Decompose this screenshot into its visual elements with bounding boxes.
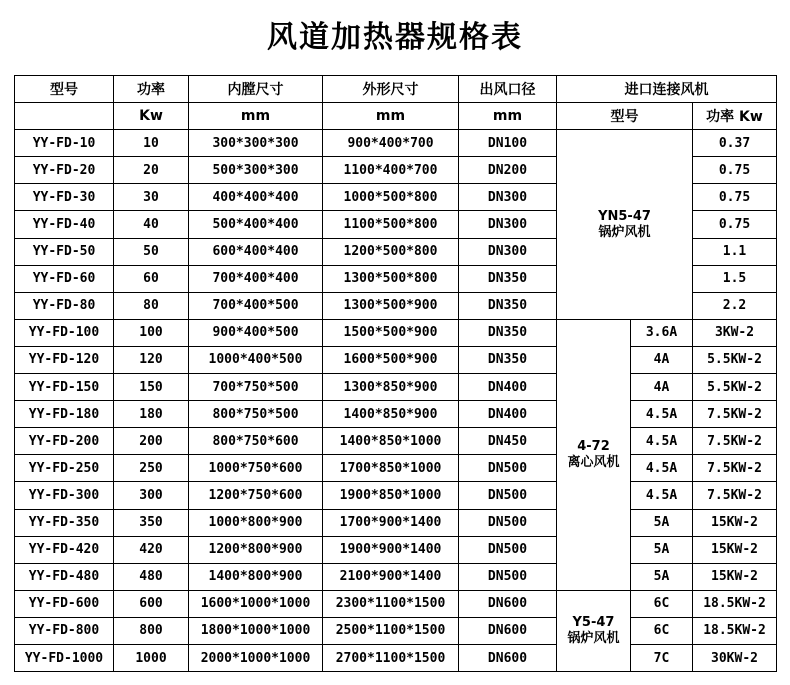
cell-fan-model: 4.5A — [631, 482, 693, 509]
cell-power: 40 — [114, 211, 189, 238]
header-power: 功率 — [114, 76, 189, 103]
unit-row — [15, 103, 777, 130]
cell-model: YY-FD-1000 — [15, 644, 114, 671]
cell-chamber-size: 300*300*300 — [189, 130, 323, 157]
cell-chamber-size: 500*300*300 — [189, 157, 323, 184]
cell-chamber-size: 1400*800*900 — [189, 563, 323, 590]
table-row — [15, 644, 777, 671]
fan-group-line1: Y5-47 — [572, 614, 615, 630]
fan-group-line1: YN5-47 — [598, 208, 651, 224]
cell-model: YY-FD-250 — [15, 455, 114, 482]
cell-fan-model: 4.5A — [631, 428, 693, 455]
cell-outlet: DN600 — [459, 644, 557, 671]
table-row — [15, 346, 777, 373]
cell-outer-size: 1100*500*800 — [323, 211, 459, 238]
cell-chamber-size: 1800*1000*1000 — [189, 617, 323, 644]
cell-outer-size: 1700*900*1400 — [323, 509, 459, 536]
cell-outlet: DN350 — [459, 346, 557, 373]
cell-chamber-size: 600*400*400 — [189, 238, 323, 265]
page-title: 风道加热器规格表 — [267, 20, 523, 55]
cell-outlet: DN500 — [459, 563, 557, 590]
cell-fan-model: 4A — [631, 346, 693, 373]
cell-model: YY-FD-800 — [15, 617, 114, 644]
cell-outer-size: 1300*500*800 — [323, 265, 459, 292]
cell-outer-size: 1500*500*900 — [323, 319, 459, 346]
cell-fan-power: 15KW-2 — [693, 536, 777, 563]
cell-fan-power: 18.5KW-2 — [693, 590, 777, 617]
cell-power: 60 — [114, 265, 189, 292]
cell-power: 80 — [114, 292, 189, 319]
cell-outer-size: 1900*900*1400 — [323, 536, 459, 563]
cell-power: 600 — [114, 590, 189, 617]
cell-model: YY-FD-300 — [15, 482, 114, 509]
cell-power: 800 — [114, 617, 189, 644]
cell-model: YY-FD-30 — [15, 184, 114, 211]
cell-outlet: DN500 — [459, 482, 557, 509]
unit-power: Kw — [114, 103, 189, 130]
cell-outer-size: 1600*500*900 — [323, 346, 459, 373]
cell-outer-size: 1400*850*1000 — [323, 428, 459, 455]
cell-chamber-size: 900*400*500 — [189, 319, 323, 346]
cell-outlet: DN300 — [459, 238, 557, 265]
cell-outlet: DN400 — [459, 401, 557, 428]
cell-outer-size: 900*400*700 — [323, 130, 459, 157]
cell-power: 20 — [114, 157, 189, 184]
cell-power: 420 — [114, 536, 189, 563]
table-row — [15, 428, 777, 455]
cell-outlet: DN400 — [459, 374, 557, 401]
cell-fan-power: 0.37 — [693, 130, 777, 157]
cell-model: YY-FD-350 — [15, 509, 114, 536]
cell-chamber-size: 700*400*400 — [189, 265, 323, 292]
table-row — [15, 509, 777, 536]
cell-fan-power: 7.5KW-2 — [693, 455, 777, 482]
cell-power: 200 — [114, 428, 189, 455]
cell-model: YY-FD-10 — [15, 130, 114, 157]
cell-model: YY-FD-40 — [15, 211, 114, 238]
cell-model: YY-FD-50 — [15, 238, 114, 265]
cell-chamber-size: 1200*750*600 — [189, 482, 323, 509]
cell-outer-size: 1000*500*800 — [323, 184, 459, 211]
cell-model: YY-FD-150 — [15, 374, 114, 401]
cell-power: 350 — [114, 509, 189, 536]
cell-chamber-size: 800*750*600 — [189, 428, 323, 455]
cell-fan-power: 5.5KW-2 — [693, 374, 777, 401]
fan-group-line2: 离心风机 — [567, 454, 620, 470]
spec-table — [14, 75, 777, 672]
header-outer-size: 外形尺寸 — [323, 76, 459, 103]
cell-outlet: DN350 — [459, 319, 557, 346]
cell-fan-power: 2.2 — [693, 292, 777, 319]
cell-fan-model: 4.5A — [631, 401, 693, 428]
cell-fan-model: 6C — [631, 617, 693, 644]
table-row — [15, 374, 777, 401]
cell-outer-size: 2700*1100*1500 — [323, 644, 459, 671]
cell-model: YY-FD-200 — [15, 428, 114, 455]
cell-outlet: DN100 — [459, 130, 557, 157]
table-row — [15, 401, 777, 428]
header-inlet-fan: 进口连接风机 — [557, 76, 777, 103]
cell-fan-power: 7.5KW-2 — [693, 428, 777, 455]
cell-chamber-size: 800*750*500 — [189, 401, 323, 428]
cell-model: YY-FD-80 — [15, 292, 114, 319]
cell-outer-size: 2100*900*1400 — [323, 563, 459, 590]
cell-fan-power: 5.5KW-2 — [693, 346, 777, 373]
cell-chamber-size: 2000*1000*1000 — [189, 644, 323, 671]
cell-power: 250 — [114, 455, 189, 482]
cell-model: YY-FD-120 — [15, 346, 114, 373]
header-chamber-size: 内膛尺寸 — [189, 76, 323, 103]
cell-outlet: DN350 — [459, 292, 557, 319]
cell-power: 300 — [114, 482, 189, 509]
cell-outlet: DN500 — [459, 509, 557, 536]
cell-outer-size: 1300*850*900 — [323, 374, 459, 401]
cell-power: 180 — [114, 401, 189, 428]
cell-outlet: DN450 — [459, 428, 557, 455]
cell-outlet: DN600 — [459, 617, 557, 644]
header-outlet-diameter: 出风口径 — [459, 76, 557, 103]
header-row — [15, 76, 777, 103]
fan-group-line2: 锅炉风机 — [598, 224, 651, 240]
cell-outer-size: 1900*850*1000 — [323, 482, 459, 509]
cell-power: 10 — [114, 130, 189, 157]
cell-model: YY-FD-100 — [15, 319, 114, 346]
cell-fan-power: 3KW-2 — [693, 319, 777, 346]
cell-model: YY-FD-20 — [15, 157, 114, 184]
cell-fan-power: 1.1 — [693, 238, 777, 265]
cell-fan-power: 7.5KW-2 — [693, 482, 777, 509]
cell-model: YY-FD-600 — [15, 590, 114, 617]
cell-outlet: DN300 — [459, 184, 557, 211]
cell-fan-model: 6C — [631, 590, 693, 617]
header-model: 型号 — [15, 76, 114, 103]
cell-model: YY-FD-480 — [15, 563, 114, 590]
cell-chamber-size: 1000*800*900 — [189, 509, 323, 536]
cell-fan-group — [557, 319, 631, 590]
unit-outlet: mm — [459, 103, 557, 130]
cell-fan-model: 7C — [631, 644, 693, 671]
cell-fan-model: 5A — [631, 536, 693, 563]
cell-outlet: DN500 — [459, 536, 557, 563]
cell-fan-power: 30KW-2 — [693, 644, 777, 671]
cell-chamber-size: 1000*400*500 — [189, 346, 323, 373]
unit-outer: mm — [323, 103, 459, 130]
cell-fan-power: 0.75 — [693, 211, 777, 238]
cell-chamber-size: 500*400*400 — [189, 211, 323, 238]
cell-fan-group — [557, 130, 693, 320]
cell-power: 480 — [114, 563, 189, 590]
cell-power: 150 — [114, 374, 189, 401]
cell-outer-size: 1300*500*900 — [323, 292, 459, 319]
cell-outer-size: 2500*1100*1500 — [323, 617, 459, 644]
cell-outer-size: 1400*850*900 — [323, 401, 459, 428]
cell-model: YY-FD-180 — [15, 401, 114, 428]
cell-fan-power: 18.5KW-2 — [693, 617, 777, 644]
cell-fan-model: 4A — [631, 374, 693, 401]
cell-fan-power: 1.5 — [693, 265, 777, 292]
table-row — [15, 563, 777, 590]
cell-chamber-size: 1000*750*600 — [189, 455, 323, 482]
fan-group-line1: 4-72 — [577, 438, 610, 454]
cell-fan-power: 15KW-2 — [693, 563, 777, 590]
fan-group-line2: 锅炉风机 — [567, 630, 620, 646]
unit-chamber: mm — [189, 103, 323, 130]
cell-fan-group — [557, 590, 631, 671]
cell-power: 100 — [114, 319, 189, 346]
table-row — [15, 536, 777, 563]
cell-outer-size: 1700*850*1000 — [323, 455, 459, 482]
table-row — [15, 319, 777, 346]
header-fan-power: 功率 Kw — [693, 103, 777, 130]
cell-outlet: DN300 — [459, 211, 557, 238]
cell-model: YY-FD-60 — [15, 265, 114, 292]
cell-outlet: DN500 — [459, 455, 557, 482]
cell-model: YY-FD-420 — [15, 536, 114, 563]
cell-fan-power: 0.75 — [693, 184, 777, 211]
cell-chamber-size: 1200*800*900 — [189, 536, 323, 563]
cell-power: 50 — [114, 238, 189, 265]
table-row — [15, 482, 777, 509]
cell-fan-model: 5A — [631, 563, 693, 590]
cell-outer-size: 1100*400*700 — [323, 157, 459, 184]
cell-outlet: DN600 — [459, 590, 557, 617]
cell-chamber-size: 1600*1000*1000 — [189, 590, 323, 617]
cell-chamber-size: 400*400*400 — [189, 184, 323, 211]
cell-chamber-size: 700*400*500 — [189, 292, 323, 319]
cell-outer-size: 1200*500*800 — [323, 238, 459, 265]
unit-model-blank — [15, 103, 114, 130]
cell-chamber-size: 700*750*500 — [189, 374, 323, 401]
cell-outer-size: 2300*1100*1500 — [323, 590, 459, 617]
cell-outlet: DN200 — [459, 157, 557, 184]
cell-outlet: DN350 — [459, 265, 557, 292]
cell-fan-model: 5A — [631, 509, 693, 536]
table-row — [15, 590, 777, 617]
cell-fan-power: 0.75 — [693, 157, 777, 184]
cell-power: 1000 — [114, 644, 189, 671]
cell-fan-power: 15KW-2 — [693, 509, 777, 536]
cell-fan-model: 4.5A — [631, 455, 693, 482]
header-fan-model: 型号 — [557, 103, 693, 130]
cell-power: 120 — [114, 346, 189, 373]
cell-fan-power: 7.5KW-2 — [693, 401, 777, 428]
cell-power: 30 — [114, 184, 189, 211]
table-row — [15, 455, 777, 482]
cell-fan-model: 3.6A — [631, 319, 693, 346]
table-row — [15, 617, 777, 644]
table-row — [15, 130, 777, 157]
